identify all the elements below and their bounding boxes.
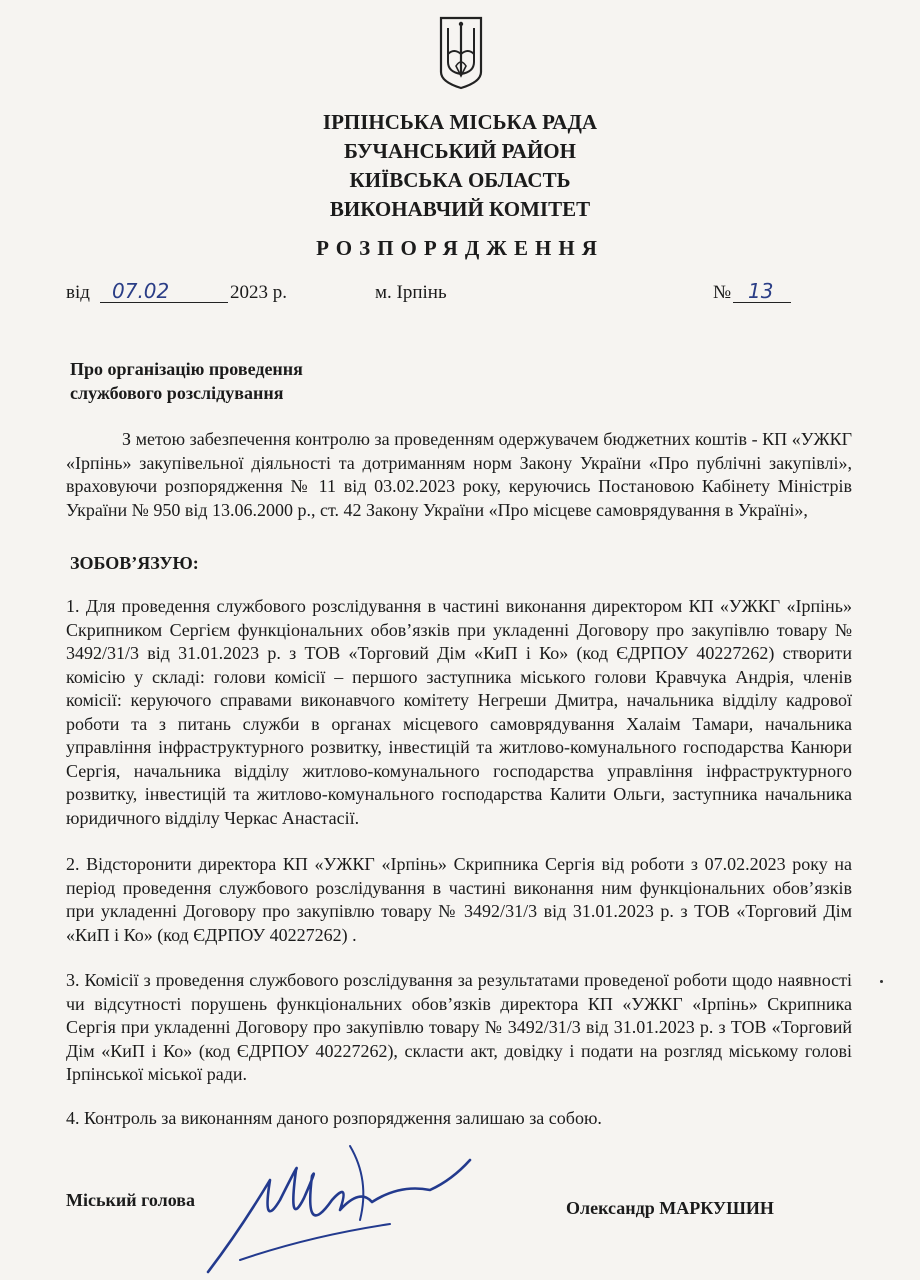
- header-line-council: ІРПІНСЬКА МІСЬКА РАДА: [322, 110, 598, 134]
- issue-city: м. Ірпінь: [375, 282, 447, 303]
- document-subject: [70, 357, 303, 405]
- header-line-committee: ВИКОНАВЧИЙ КОМІТЕТ: [329, 197, 591, 221]
- number-underline: [733, 302, 791, 303]
- number-prefix: №: [713, 282, 732, 303]
- handwritten-date: 07.02: [112, 279, 170, 303]
- header-line-district: БУЧАНСЬКИЙ РАЙОН: [344, 139, 576, 163]
- subject-line-1: Про організацію проведення: [70, 359, 303, 379]
- issuer-header: [0, 108, 920, 224]
- document-type-title: РОЗПОРЯДЖЕННЯ: [316, 236, 604, 260]
- trident-emblem-icon: [436, 14, 486, 90]
- paper-speck: [880, 980, 883, 983]
- preamble-paragraph: З метою забезпечення контролю за проведенням одержувачем бюджетних коштів - КП «УЖКГ «Ірпінь» закупівельної діяльності та дотриманням норм Закону України «Про публічні закупівлі», враховуючи розпорядження № 11 від 03.02.2023 року, керуючись Постановою Кабінету Міністрів України № 950 від 13.06.2000 р., ст. 42 Закону України «Про місцеве самоврядування в Україні»,: [66, 429, 852, 520]
- signatory-position: Міський голова: [66, 1190, 195, 1210]
- header-line-region: КИЇВСЬКА ОБЛАСТЬ: [349, 168, 571, 192]
- signatory-name: Олександр МАРКУШИН: [566, 1198, 774, 1218]
- date-prefix: від: [66, 282, 90, 303]
- subject-line-2: службового розслідування: [70, 383, 284, 403]
- order-item-3: 3. Комісії з проведення службового розслідування за результатами проведеної роботи щодо наявності чи відсутності порушень функціональних обов’язків директора КП «УЖКГ «Ірпінь» Скрипника Сергія при укладенні Договору про закупівлю товару № 3492/31/3 від 31.01.2023 р. з ТОВ «Торговий Дім «КиП і Ко» (код ЄДРПОУ 40227262), скласти акт, довідку і подати на розгляд міському голові Ірпінської міської ради.: [66, 970, 852, 1084]
- order-heading: ЗОБОВ’ЯЗУЮ:: [70, 553, 199, 573]
- handwritten-signature: [200, 1140, 500, 1280]
- handwritten-number: 13: [748, 279, 774, 303]
- order-item-4: 4. Контроль за виконанням даного розпорядження залишаю за собою.: [66, 1108, 602, 1128]
- date-underline: [100, 302, 228, 303]
- order-item-1: 1. Для проведення службового розслідування в частині виконання директором КП «УЖКГ «Ірпінь» Скрипником Сергієм функціональних обов’язків при укладенні Договору про закупівлю товару № 3492/31/3 від 31.01.2023 р. з ТОВ «Торговий Дім «КиП і Ко» (код ЄДРПОУ 40227262) створити комісію у складі: голови комісії – першого заступника міського голови Кравчука Андрія, членів комісії: керуючого справами виконавчого комітету Негреши Дмитра, начальника відділу кадрової роботи та з питань служби в органах місцевого самоврядування Халаім Тамари, начальника управління інфраструктурного розвитку, інвестицій та житлово-комунального господарства Канюри Сергія, начальника відділу житлово-комунального господарства управління інфраструктурного розвитку, інвестицій та житлово-комунального господарства Калити Ольги, заступника начальника юридичного відділу Черкас Анастасії.: [66, 596, 852, 828]
- date-year: 2023 р.: [230, 282, 287, 303]
- order-item-2: 2. Відсторонити директора КП «УЖКГ «Ірпінь» Скрипника Сергія від роботи з 07.02.2023 року на період проведення службового розслідування в частині виконання ним функціональних обов’язків при укладенні Договору про закупівлю товару № 3492/31/3 від 31.01.2023 р. з ТОВ «Торговий Дім «КиП і Ко» (код ЄДРПОУ 40227262) .: [66, 854, 852, 945]
